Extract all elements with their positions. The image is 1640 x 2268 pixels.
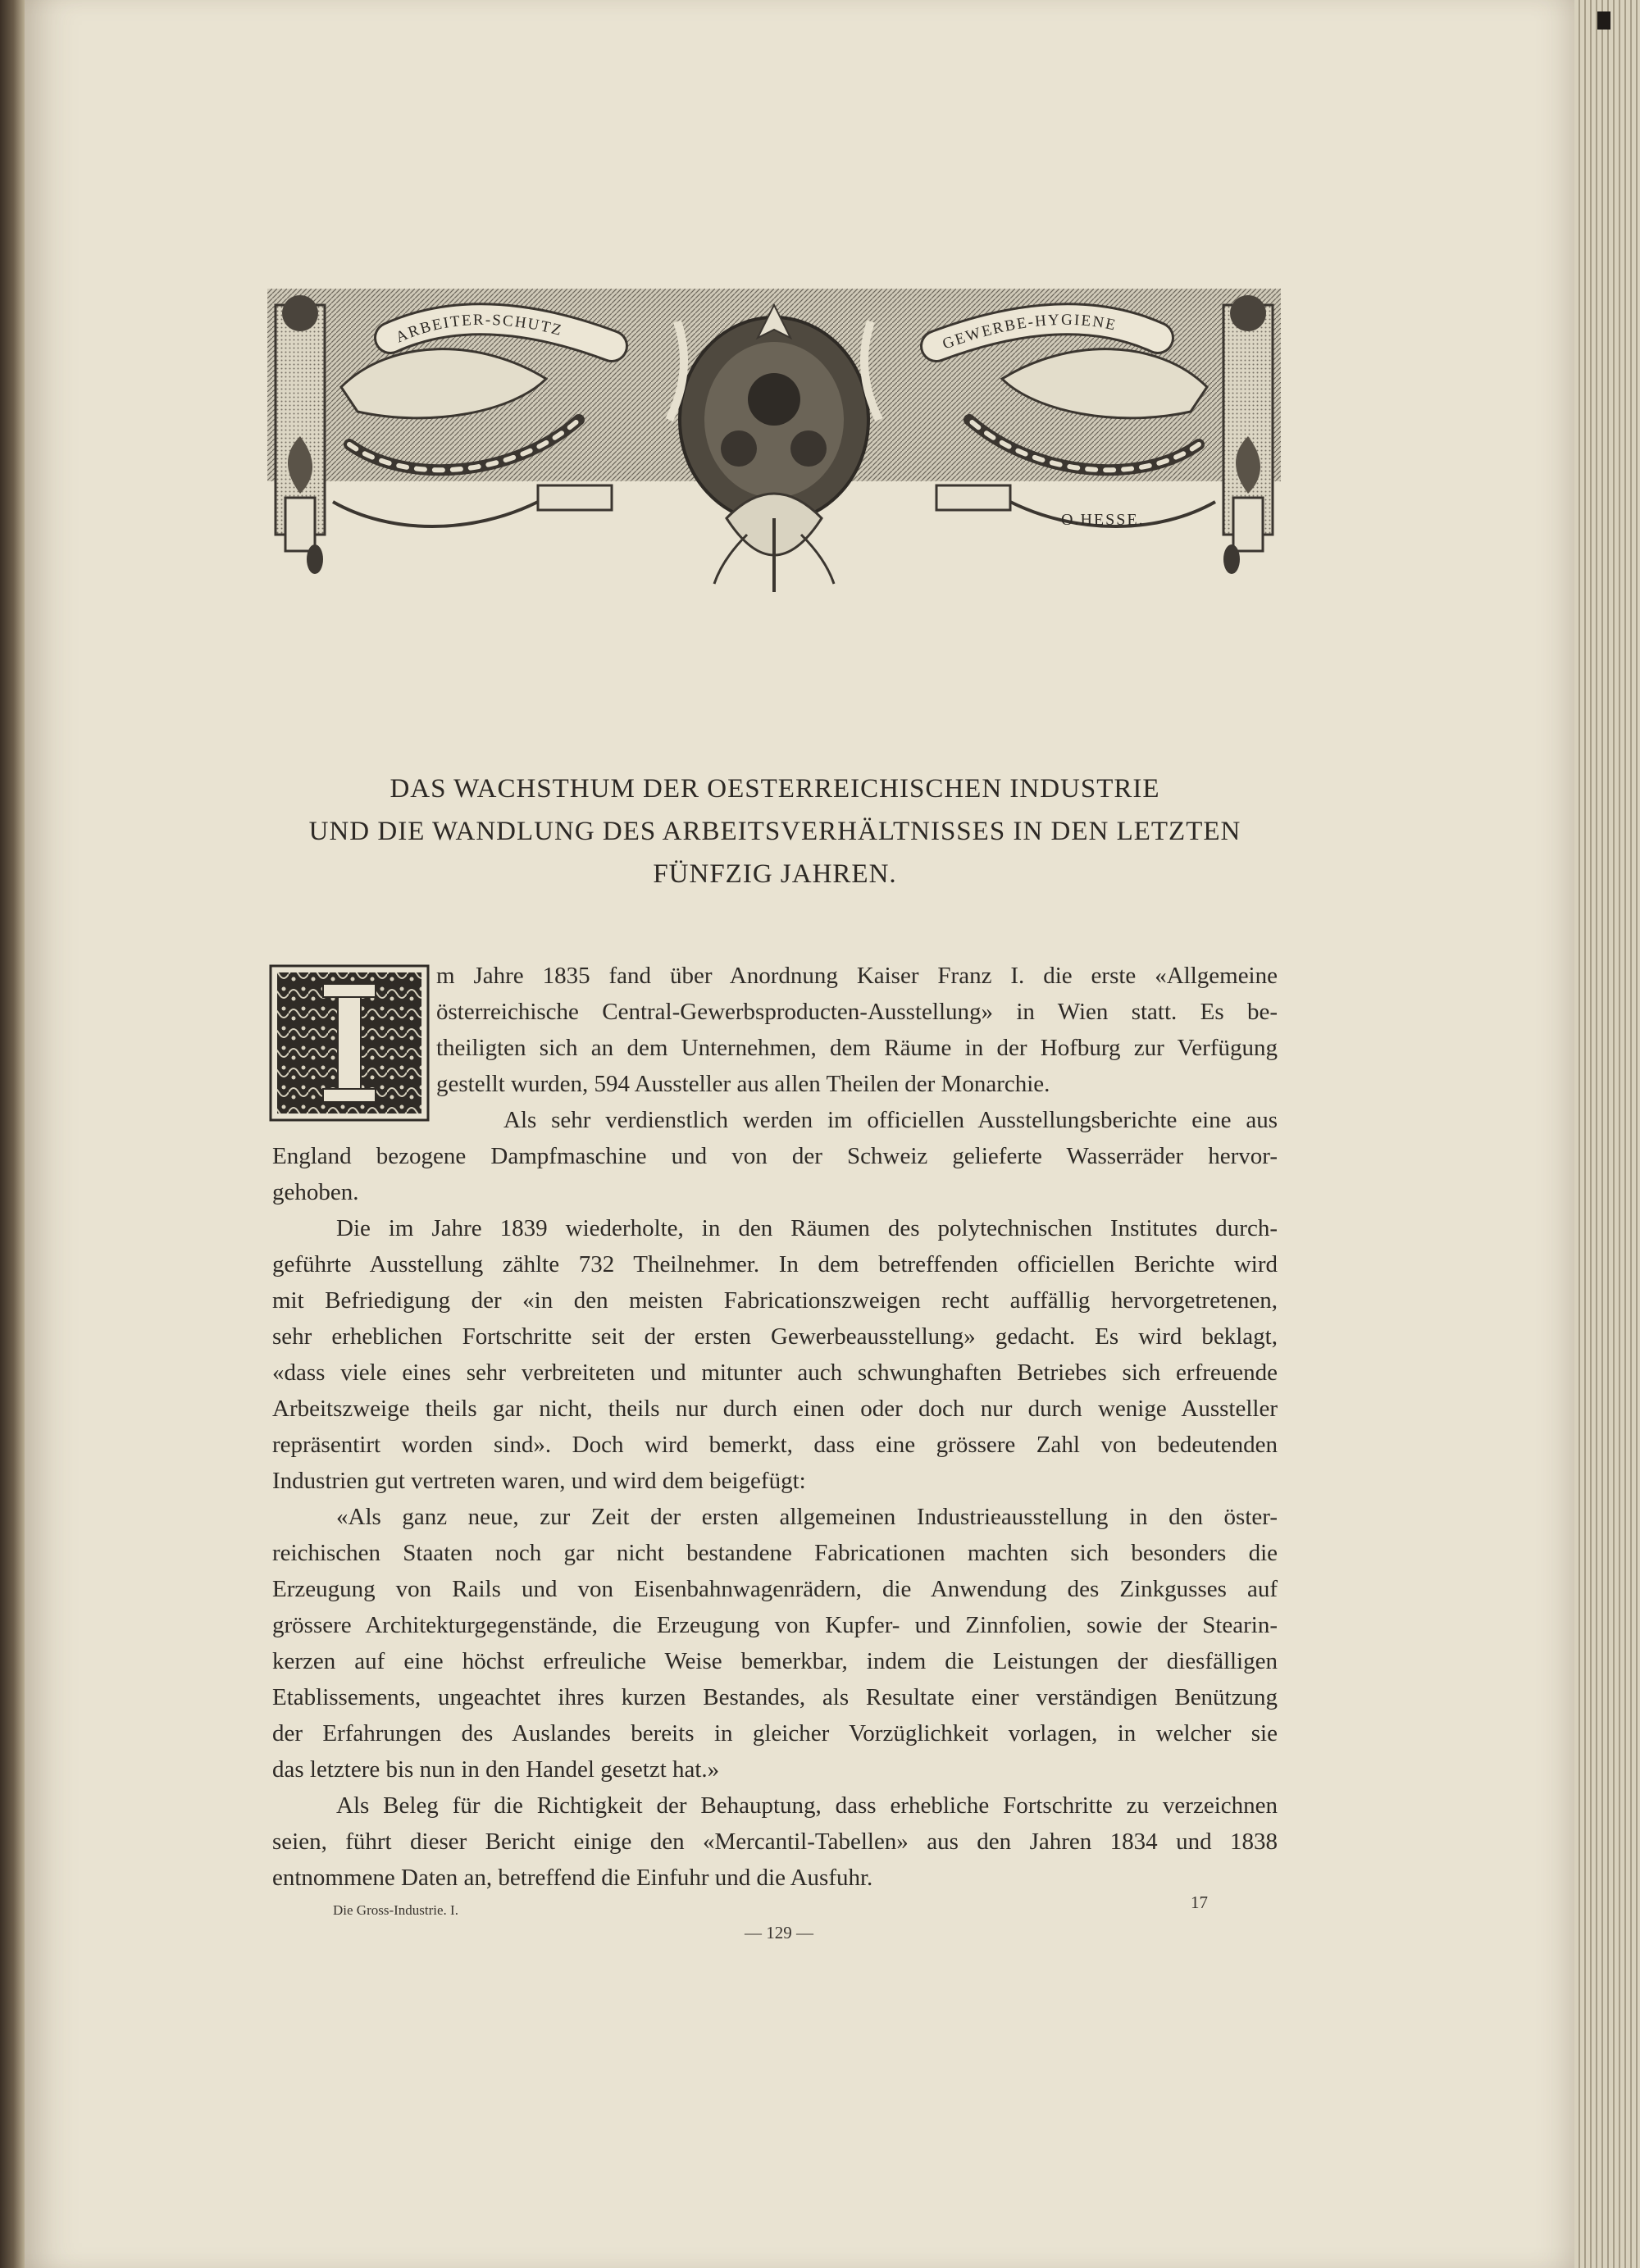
- text-line: seien, führt dieser Bericht einige den «Mercantil-Tabellen» aus den Jahren 1834 und 1838: [272, 1829, 1278, 1855]
- text-line: theiligten sich an dem Unternehmen, dem Räume in der Hofburg zur Verfügung: [436, 1035, 1278, 1061]
- text-line: gestellt wurden, 594 Aussteller aus allen Theilen der Monarchie.: [436, 1071, 1050, 1097]
- text-line: Industrien gut vertreten waren, und wird dem beigefügt:: [272, 1468, 806, 1494]
- page-fore-edge: [1574, 0, 1640, 2268]
- corner-marker: [1597, 11, 1610, 30]
- right-pillar-ornament: [1223, 295, 1273, 574]
- text-line: England bezogene Dampfmaschine und von der Schweiz gelieferte Wasserräder hervor-: [272, 1143, 1278, 1169]
- chapter-title: [246, 767, 1304, 895]
- text-line: gehoben.: [272, 1179, 359, 1205]
- text-line: m Jahre 1835 fand über Anordnung Kaiser Franz I. die erste «Allgemeine: [436, 963, 1278, 989]
- page-number: — 129 —: [745, 1923, 813, 1942]
- text-line: mit Befriedigung der «in den meisten Fabricationszweigen recht auffällig hervorgetretenen,: [272, 1287, 1278, 1314]
- text-line: «Als ganz neue, zur Zeit der ersten allgemeinen Industrieausstellung in den öster-: [336, 1504, 1278, 1530]
- ornamental-headpiece: [267, 289, 1281, 592]
- text-line: österreichische Central-Gewerbsproducten-Ausstellung» in Wien statt. Es be-: [436, 999, 1278, 1025]
- text-line: der Erfahrungen des Auslandes bereits in gleicher Vorzüglichkeit vorlagen, in welcher sie: [272, 1720, 1278, 1747]
- text-line: entnommene Daten an, betreffend die Einfuhr und die Ausfuhr.: [272, 1865, 873, 1891]
- text-line: repräsentirt worden sind». Doch wird bemerkt, dass eine grössere Zahl von bedeutenden: [272, 1432, 1278, 1458]
- series-title: Die Gross-Industrie. I.: [333, 1902, 458, 1918]
- text-line: Als Beleg für die Richtigkeit der Behauptung, dass erhebliche Fortschritte zu verzeichnen: [336, 1792, 1278, 1819]
- text-line: Erzeugung von Rails und von Eisenbahnwagenrädern, die Anwendung des Zinkgusses auf: [272, 1576, 1278, 1602]
- text-line: kerzen auf eine höchst erfreuliche Weise bemerkbar, indem die Leistungen der diesfälligen: [272, 1648, 1278, 1674]
- text-line: das letztere bis nun in den Handel gesetzt hat.»: [272, 1756, 720, 1783]
- title-line: UND DIE WANDLUNG DES ARBEITSVERHÄLTNISSES IN DEN LETZTEN: [308, 817, 1241, 846]
- text-line: Die im Jahre 1839 wiederholte, in den Räumen des polytechnischen Institutes durch-: [336, 1215, 1278, 1241]
- text-line: reichischen Staaten noch gar nicht bestandene Fabricationen machten sich besonders die: [272, 1540, 1278, 1566]
- left-banner-text: ARBEITER-SCHUTZ: [393, 311, 565, 347]
- text-line: Arbeitszweige theils gar nicht, theils nur durch einen oder doch nur durch wenige Aussteller: [272, 1396, 1278, 1422]
- text-line: «dass viele eines sehr verbreiteten und mitunter auch schwunghaften Betriebes sich erfreuende: [272, 1359, 1278, 1386]
- text-line: grössere Architekturgegenstände, die Erzeugung von Kupfer- und Zinnfolien, sowie der Stearin-: [272, 1612, 1278, 1638]
- text-line: Etablissements, ungeachtet ihres kurzen Bestandes, als Resultate einer verständigen Benützung: [272, 1684, 1278, 1710]
- title-line: DAS WACHSTHUM DER OESTERREICHISCHEN INDUSTRIE: [390, 774, 1160, 804]
- text-line: sehr erheblichen Fortschritte seit der ersten Gewerbeausstellung» gedacht. Es wird beklagt,: [272, 1323, 1278, 1350]
- title-line: FÜNFZIG JAHREN.: [653, 859, 897, 889]
- book-spine: [0, 0, 25, 2268]
- text-line: Als sehr verdienstlich werden im officiellen Ausstellungsberichte eine aus: [503, 1107, 1278, 1133]
- left-pillar-ornament: [276, 295, 325, 574]
- signature-mark: 17: [1191, 1892, 1208, 1912]
- artist-signature: O.HESSE.: [1061, 511, 1145, 529]
- right-banner-text: GEWERBE-HYGIENE: [940, 311, 1118, 353]
- text-line: geführte Ausstellung zählte 732 Theilnehmer. In dem betreffenden officiellen Berichte wird: [272, 1251, 1278, 1277]
- ornamental-dropcap: [269, 964, 430, 1122]
